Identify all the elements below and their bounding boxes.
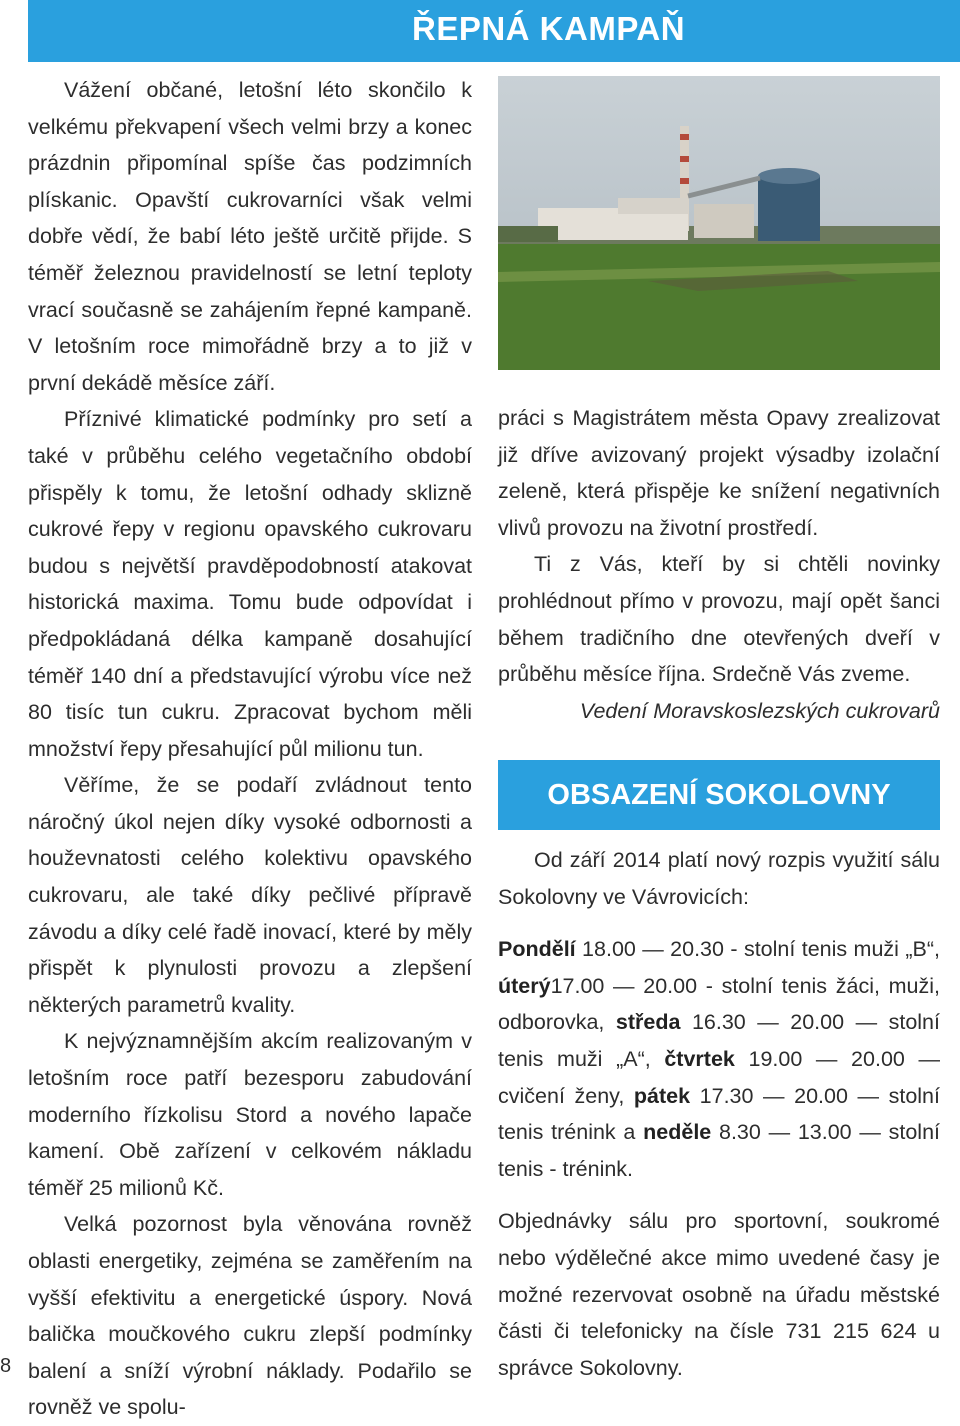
sokolovna-section-title: OBSAZENÍ SOKOLOVNY [498,760,940,830]
sokolovna-column [498,842,940,1386]
schedule-text: 18.00 — 20.30 - stolní tenis muži „B“, [575,937,940,962]
schedule-text: 17.30 — 20.00 — stolní tenis trénink a [498,1083,940,1145]
schedule-day: středa [615,1010,681,1035]
article-paragraph-4: K nejvýznamnějším akcím realizovaným v letošním roce patří bezesporu zabudování moderního řízkolisu Stord a nového lapače kamení. Obě zařízení v celkovém nákladu téměř 25 milionů Kč. [28,1029,472,1200]
article-paragraph-3: Věříme, že se podaří zvládnout tento náročný úkol nejen díky vysoké odbornosti a houževnatosti celého kolektivu opavského cukrovaru, ale také díky pečlivé přípravě závodu a díky celé řadě inovací, které by měly přispět k plynulosti provozu a zlepšení některých parametrů kvality. [28,773,472,1017]
schedule-text: 8.30 — 13.00 — stolní tenis - trénink. [498,1120,941,1181]
sokolovna-note: Objednávky sálu pro sportovní, soukromé nebo výdělečné akce mimo uvedené časy je možné rezervovat osobně na úřadu městské části či telefonicky na čísle 731 215 624 u správce Sokolovny. [498,1209,940,1380]
sokolovna-schedule [498,931,940,1187]
article-paragraph-6: práci s Magistrátem města Opavy zrealizovat již dříve avizovaný projekt výsadby izolační zeleně, která přispěje ke snížení negativních vlivů provozu na životní prostředí. [498,406,940,540]
schedule-day: úterý [498,973,551,998]
schedule-day: neděle [643,1120,712,1145]
article-paragraph-2: Příznivé klimatické podmínky pro setí a také v průběhu celého vegetačního období přispěly k tomu, že letošní odhady sklizně cukrové řepy v regionu opavského cukrovaru budou s největší pravděpodobností atakovat historická maxima. Tomu bude odpovídat i předpokládaná délka kampaně dosahující téměř 140 dní a představující výrobu více než 80 tisíc tun cukru. Zpracovat bychom měli množství řepy přesahující půl milionu tun. [28,407,472,761]
article-column-left [28,72,472,1426]
schedule-text: 19.00 — 20.00 — cvičení ženy, [498,1046,940,1108]
schedule-text: 16.30 — 20.00 — stolní tenis muži „A“, [498,1010,940,1071]
schedule-day: Pondělí [498,937,576,962]
sugar-factory-photo [498,76,940,370]
factory-image [498,76,940,370]
schedule-text: 17.00 — 20.00 - stolní tenis žáci, muži, odborovka, [498,973,940,1035]
page-number: 8 [0,1355,12,1377]
page-title: ŘEPNÁ KAMPAŇ [412,10,686,47]
schedule-day: pátek [633,1083,691,1108]
article-paragraph-1: Vážení občané, letošní léto skončilo k velkému překvapení všech velmi brzy a konec prázdnin připomínal spíše čas podzimních plískanic. Opavští cukrovarníci však velmi dobře vědí, že babí léto ještě určitě přijde. S téměř železnou pravidelností se letní teploty vrací současně se zahájením řepné kampaně. V letošním roce mimořádně brzy a to již v první dekádě měsíce září. [28,78,472,395]
article-column-right [498,400,940,729]
article-paragraph-7: Ti z Vás, kteří by si chtěli novinky prohlédnout přímo v provozu, mají opět šanci během tradičního dne otevřených dveří v průběhu měsíce října. Srdečně Vás zveme. [498,552,940,687]
schedule-day: čtvrtek [664,1046,735,1071]
article-paragraph-5: Velká pozornost byla věnována rovněž oblasti energetiky, zejména se zaměřením na vyšší efektivitu a energetické úspory. Nová balička moučkového cukru zlepší podmínky balení a sníží výrobní náklady. Podařilo se rovněž ve spolu- [28,1212,472,1420]
article-signature: Vedení Moravskoslezských cukrovarů [579,698,940,723]
header-bar [28,0,960,62]
sokolovna-intro: Od září 2014 platí nový rozpis využití sálu Sokolovny ve Vávrovicích: [498,848,940,909]
